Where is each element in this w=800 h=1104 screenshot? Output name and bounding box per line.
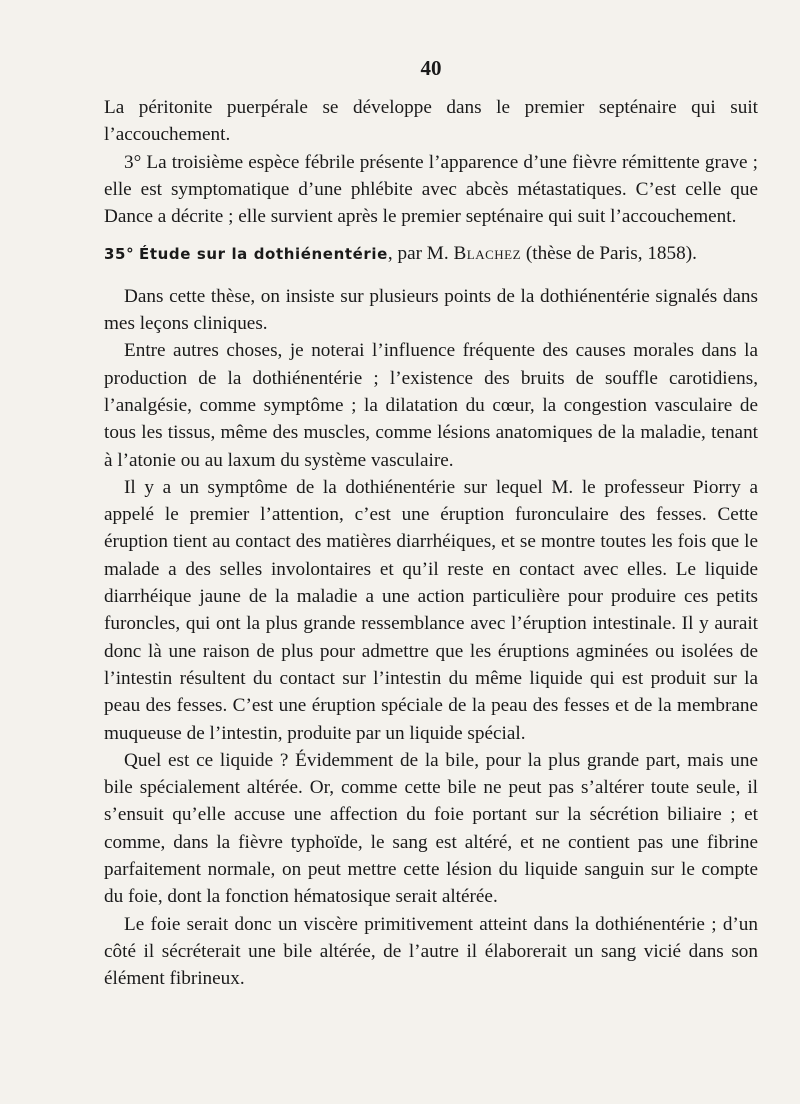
paragraph: Il y a un symptôme de la dothiénentérie sur lequel M. le professeur Piorry a appelé le premier l’attention, c’est une éruption furonculaire des fesses. Cette éruption tient au contact des matières diarrhéiques, et se montre toutes les fois que le malade a des selles involontaires et qu’il reste en contact avec elles. Le liquide diarrhéique jaune de la maladie a une action particulière pour produire ces petits furoncles, qui ont la plus grande ressemblance avec l’éruption intestinale. Il y aurait donc là une raison de plus pour admettre que les éruptions agminées ou isolées de l’intestin résultent du contact sur l’intestin du même liquide qui est produit sur la peau des fesses. C’est une éruption spéciale de la peau des fesses et de la membrane muqueuse de l’intestin, produite par un liquide spécial. [104,476,758,744]
section-number: 35° [104,245,135,264]
section-author: Blachez [453,243,522,265]
paragraph: 3° La troisième espèce fébrile présente l’apparence d’une fièvre rémittente grave ; elle est symptomatique d’une phlébite avec abcès métastatiques. C’est celle que Dance a décrite ; elle survient après le premier septénaire qui suit l’accouchement. [104,151,758,228]
section-by: , par M. [387,243,449,265]
paragraph: La péritonite puerpérale se développe dans le premier septénaire qui suit l’accouchement. [104,97,758,146]
section-heading [104,240,758,268]
paragraph: Dans cette thèse, on insiste sur plusieurs points de la dothiénentérie signalés dans mes leçons cliniques. [104,285,758,335]
paragraph: Entre autres choses, je noterai l’influence fréquente des causes morales dans la production de la dothiénentérie ; l’existence des bruits de souffle carotidiens, l’analgésie, comme symptôme ; la dilatation du cœur, la congestion vasculaire de tous les tissus, même des muscles, comme lésions anatomiques de la maladie, tenant à l’atonie ou au laxum du système vasculaire. [104,340,758,471]
document-page [104,56,758,993]
section-title: Étude sur la dothiénentérie [138,245,388,264]
paragraph: Le foie serait donc un viscère primitivement atteint dans la dothiénentérie ; d’un côté il sécréterait une bile altérée, de l’autre il élaborerait un sang vicié dans son élément fibrineux. [104,913,758,990]
section-source: (thèse de Paris, 1858). [525,243,697,265]
paragraph: Quel est ce liquide ? Évidemment de la bile, pour la plus grande part, mais une bile spécialement altérée. Or, comme cette bile ne peut pas s’altérer toute seule, il s’ensuit qu’elle accuse une affection du foie portant sur la sécrétion biliaire ; et comme, dans la fièvre typhoïde, le sang est altéré, et ne contient pas une fibrine parfaitement normale, on peut mettre cette lésion du liquide sanguin sur le compte du foie, dont la fonction hématosique serait altérée. [104,749,758,908]
page-number: 40 [420,56,442,80]
